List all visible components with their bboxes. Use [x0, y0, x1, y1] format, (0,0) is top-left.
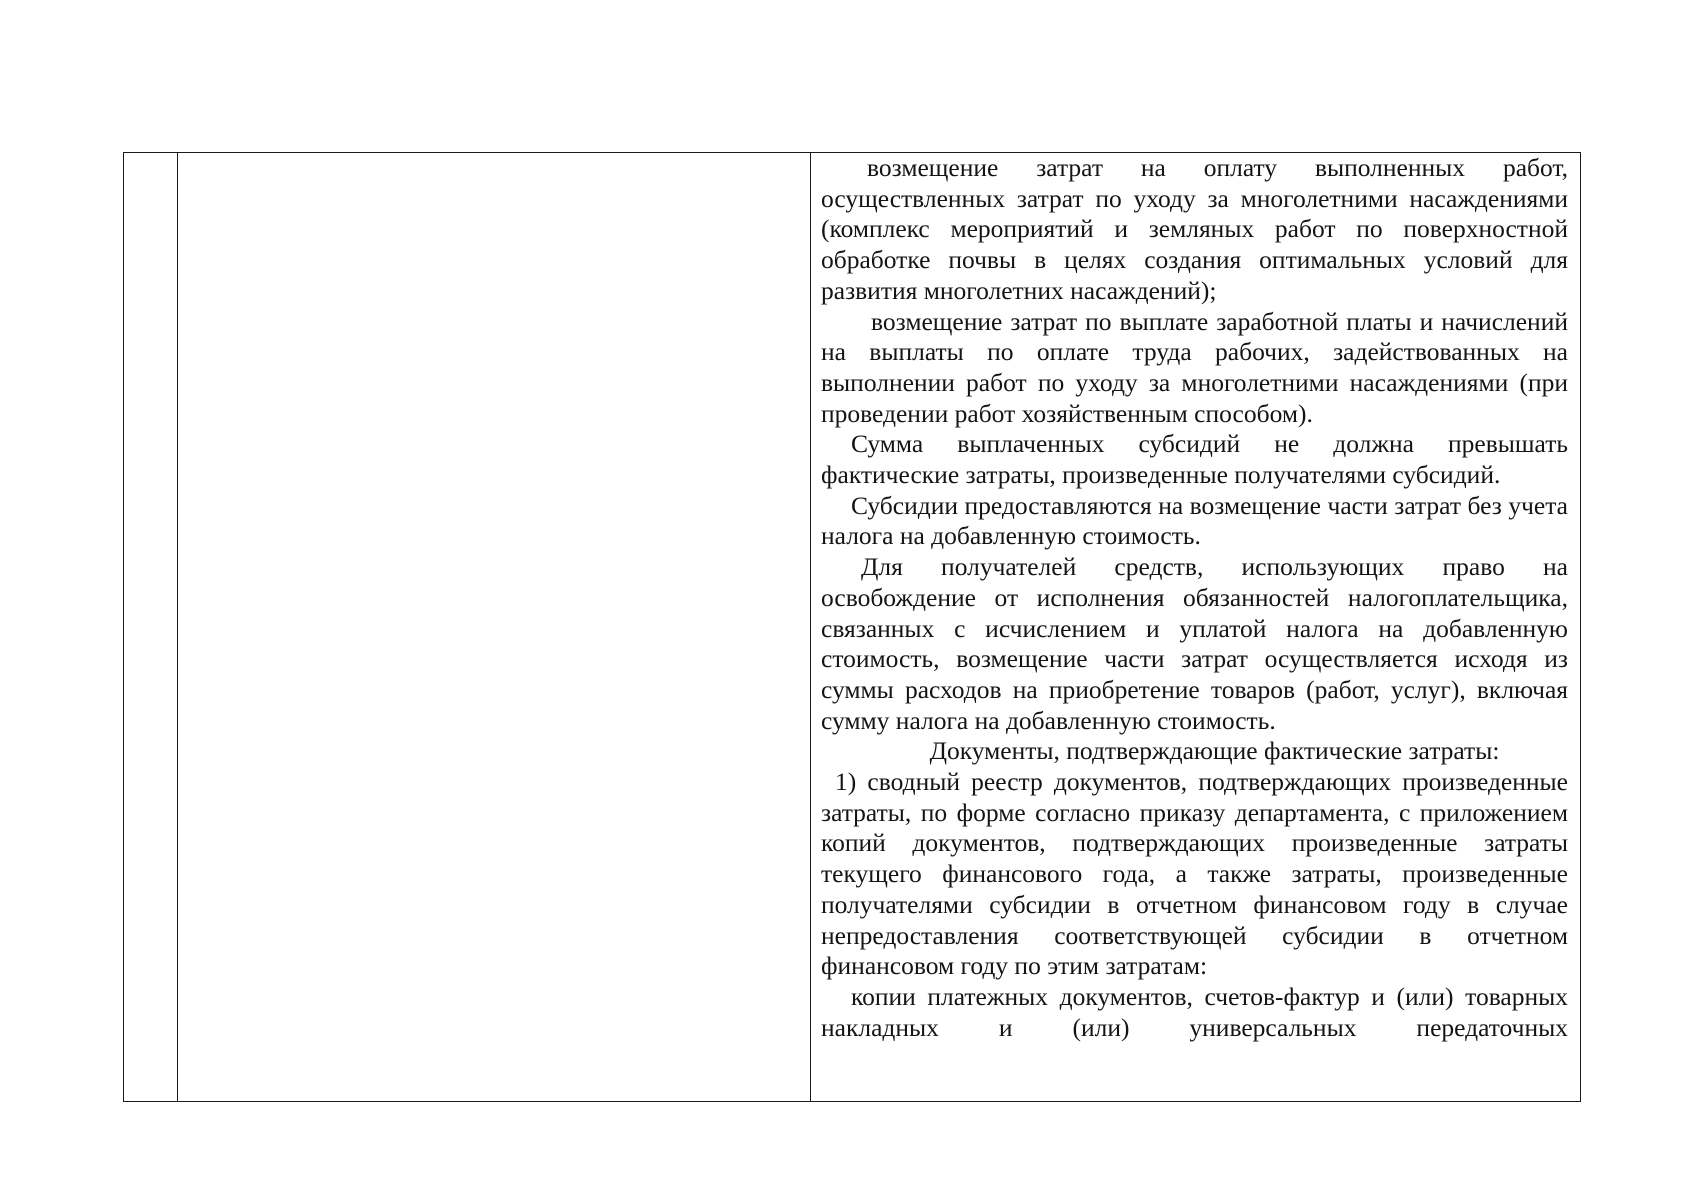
- paragraph-vat-exempt: Для получателей средств, использующих право на освобождение от исполнения обязанностей налогоплательщика, связанных с исчислением и уплатой налога на добавленную стоимость, возмещение части затрат осуществляется исходя из суммы расходов на приобретение товаров (работ, услуг), включая сумму налога на добавленную стоимость.: [821, 552, 1568, 735]
- paragraph-documents-heading: Документы, подтверждающие фактические затраты:: [929, 736, 1500, 766]
- description-cell: [811, 153, 1580, 1101]
- row-number-cell: [124, 153, 178, 1101]
- paragraph-subsidy-limit: Сумма выплаченных субсидий не должна превышать фактические затраты, произведенные получателями субсидий.: [821, 429, 1568, 490]
- paragraph-work-costs: возмещение затрат на оплату выполненных работ, осуществленных затрат по уходу за многолетними насаждениями (комплекс мероприятий и земляных работ по поверхностной обработке почвы в целях создания оптимальных условий для развития многолетних насаждений);: [821, 153, 1568, 305]
- paragraph-registry-item: 1) сводный реестр документов, подтверждающих произведенные затраты, по форме согласно приказу департамента, с приложением копий документов, подтверждающих произведенные затраты текущего финансового года, а также затраты, произведенные получателями субсидии в отчетном финансовом году в случае непредоставления соответствующей субсидии в отчетном финансовом году по этим затратам:: [821, 767, 1568, 981]
- paragraph-vat-exclusion: Субсидии предоставляются на возмещение части затрат без учета налога на добавленную стоимость.: [821, 490, 1568, 551]
- document-table: [123, 152, 1581, 1102]
- measure-name-cell: [178, 153, 811, 1101]
- paragraph-salary-costs: возмещение затрат по выплате заработной платы и начислений на выплаты по оплате труда рабочих, задействованных на выполнении работ по уходу за многолетними насаждениями (при проведении работ хозяйственным способом).: [821, 306, 1568, 428]
- paragraph-payment-copies: копии платежных документов, счетов-фактур и (или) товарных накладных и (или) универсальных передаточных: [821, 981, 1568, 1042]
